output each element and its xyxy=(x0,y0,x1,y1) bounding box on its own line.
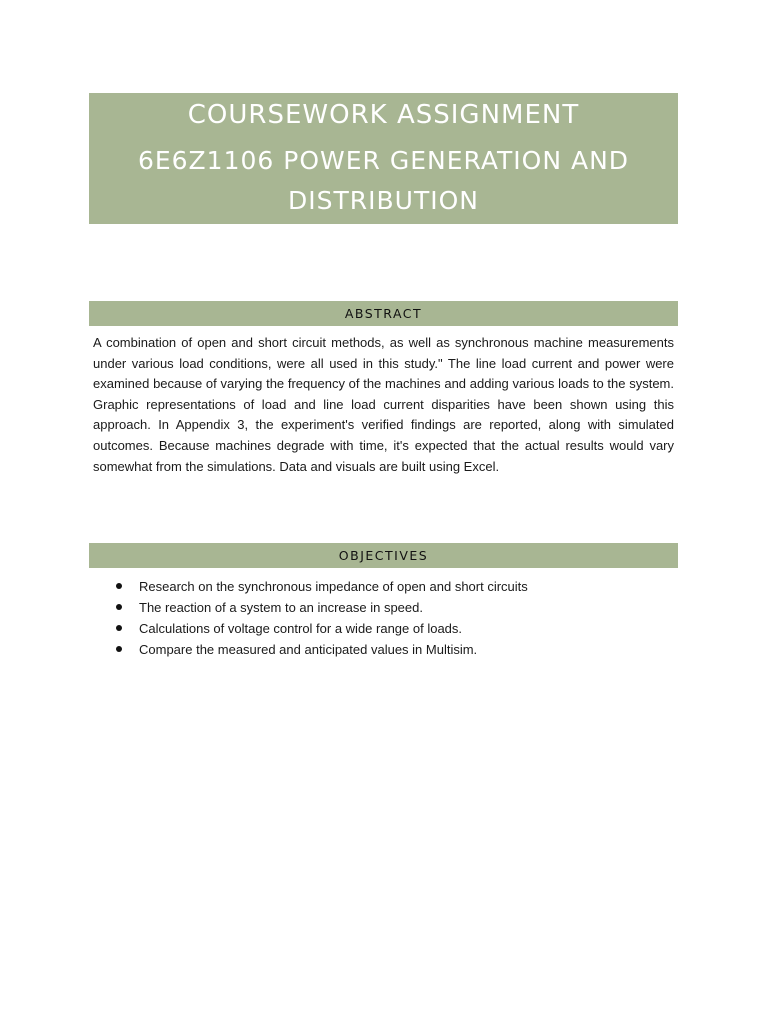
objective-text: Compare the measured and anticipated values in Multisim. xyxy=(139,642,478,657)
bullet-icon xyxy=(116,646,122,652)
abstract-heading: ABSTRACT xyxy=(89,301,678,326)
list-item xyxy=(112,576,528,597)
objective-text: Calculations of voltage control for a wide range of loads. xyxy=(139,621,463,636)
bullet-icon xyxy=(116,604,122,610)
abstract-paragraph: A combination of open and short circuit methods, as well as synchronous machine measurements under various load conditions, were all used in this study." The line load current and power were examined because of varying the frequency of the machines and adding various loads to the system. Graphic representations of load and line load current disparities have been shown using this approach. In Appendix 3, the experiment's verified findings are reported, along with simulated outcomes. Because machines degrade with time, it's expected that the actual results would vary somewhat from the simulations. Data and visuals are built using Excel. xyxy=(93,335,674,474)
objectives-list xyxy=(112,576,528,660)
bullet-icon xyxy=(116,625,122,631)
course-title: 6E6Z1106 POWER GENERATION AND DISTRIBUTION xyxy=(137,146,630,215)
title-banner xyxy=(89,93,678,224)
objective-text: The reaction of a system to an increase in speed. xyxy=(139,600,423,615)
document-title: COURSEWORK ASSIGNMENT xyxy=(187,100,580,130)
list-item xyxy=(112,618,528,639)
objective-text: Research on the synchronous impedance of open and short circuits xyxy=(139,579,528,594)
bullet-icon xyxy=(116,583,122,589)
list-item xyxy=(112,597,528,618)
list-item xyxy=(112,639,528,660)
objectives-heading: OBJECTIVES xyxy=(89,543,678,568)
